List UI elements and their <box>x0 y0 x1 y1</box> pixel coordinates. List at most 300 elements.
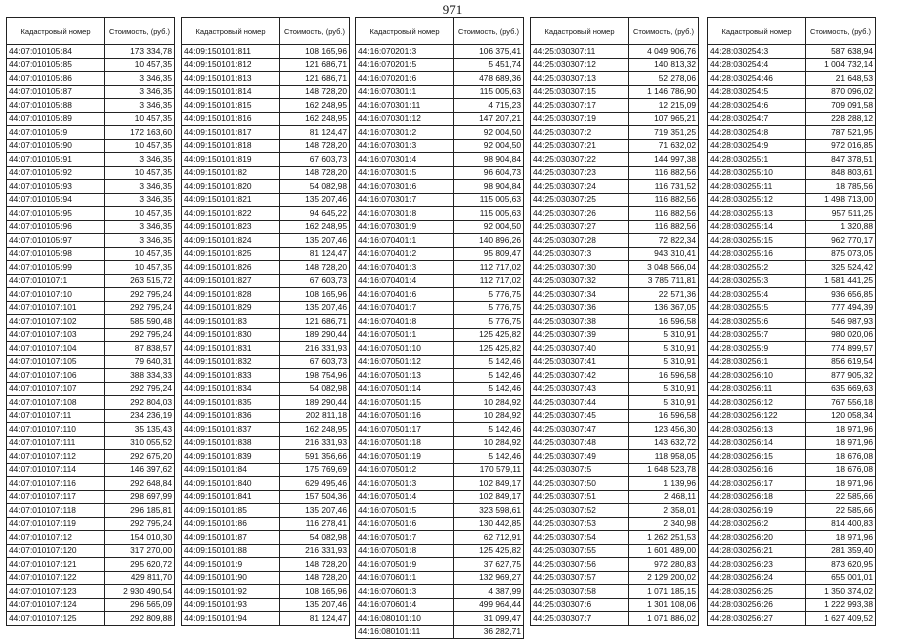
table-row <box>7 220 175 234</box>
cost-cell: 140 813,32 <box>629 58 699 72</box>
table-row <box>531 72 699 86</box>
cadastral-number-cell: 44:28:030254:5 <box>708 85 806 99</box>
cadastral-number-cell: 44:25:030307:42 <box>531 369 629 383</box>
cadastral-number-cell: 44:25:030307:21 <box>531 139 629 153</box>
cadastral-number-cell: 44:07:010107:103 <box>7 328 105 342</box>
cost-cell: 263 515,72 <box>105 274 175 288</box>
table-row <box>531 436 699 450</box>
cost-cell: 962 770,17 <box>806 234 876 248</box>
table-row <box>182 585 350 599</box>
cost-cell: 5 310,91 <box>629 396 699 410</box>
cadastral-number-cell: 44:25:030307:36 <box>531 301 629 315</box>
table-row <box>7 342 175 356</box>
cost-cell: 175 769,69 <box>280 463 350 477</box>
table-row <box>7 301 175 315</box>
cost-cell: 228 288,12 <box>806 112 876 126</box>
table-row <box>7 58 175 72</box>
cost-cell: 5 776,75 <box>454 315 524 329</box>
cadastral-number-cell: 44:28:030255:13 <box>708 207 806 221</box>
cost-cell: 281 359,40 <box>806 544 876 558</box>
cadastral-number-cell: 44:16:070601:3 <box>356 585 454 599</box>
cost-cell: 5 310,91 <box>629 328 699 342</box>
cost-cell: 4 049 906,76 <box>629 45 699 59</box>
table-row <box>7 288 175 302</box>
cost-cell: 499 964,44 <box>454 598 524 612</box>
table-row <box>182 139 350 153</box>
table-row <box>531 288 699 302</box>
cost-cell: 115 005,63 <box>454 85 524 99</box>
cost-cell: 3 346,35 <box>105 153 175 167</box>
cadastral-number-cell: 44:07:010105:90 <box>7 139 105 153</box>
cadastral-number-cell: 44:28:030255:5 <box>708 301 806 315</box>
cadastral-table-5 <box>707 17 876 626</box>
cost-cell: 157 504,36 <box>280 490 350 504</box>
table-row <box>708 193 876 207</box>
table-row <box>531 396 699 410</box>
cadastral-number-cell: 44:28:030256:27 <box>708 612 806 626</box>
header-cadastral-number: Кадастровый номер <box>531 18 629 45</box>
cost-cell: 310 055,52 <box>105 436 175 450</box>
cadastral-number-cell: 44:07:010107:12 <box>7 531 105 545</box>
cadastral-number-cell: 44:28:030255:10 <box>708 166 806 180</box>
table-row <box>708 490 876 504</box>
table-row <box>7 72 175 86</box>
cost-cell: 112 717,02 <box>454 274 524 288</box>
table-row <box>7 45 175 59</box>
cost-cell: 655 001,01 <box>806 571 876 585</box>
cost-cell: 5 142,46 <box>454 369 524 383</box>
cadastral-number-cell: 44:28:030256:18 <box>708 490 806 504</box>
header-cadastral-number: Кадастровый номер <box>356 18 454 45</box>
table-row <box>7 234 175 248</box>
table-row <box>182 207 350 221</box>
cadastral-number-cell: 44:09:150101:832 <box>182 355 280 369</box>
cadastral-number-cell: 44:09:150101:841 <box>182 490 280 504</box>
cadastral-number-cell: 44:09:150101:836 <box>182 409 280 423</box>
cadastral-number-cell: 44:07:010105:94 <box>7 193 105 207</box>
cadastral-number-cell: 44:09:150101:94 <box>182 612 280 626</box>
table-row <box>708 153 876 167</box>
table-row <box>7 450 175 464</box>
cost-cell: 10 457,35 <box>105 112 175 126</box>
table-row <box>356 436 524 450</box>
table-row <box>182 234 350 248</box>
table-row <box>182 58 350 72</box>
cadastral-number-cell: 44:07:010105:9 <box>7 126 105 140</box>
table-row <box>708 571 876 585</box>
cost-cell: 317 270,00 <box>105 544 175 558</box>
cost-cell: 296 565,09 <box>105 598 175 612</box>
cadastral-number-cell: 44:09:150101:811 <box>182 45 280 59</box>
table-row <box>7 247 175 261</box>
cost-cell: 1 648 523,78 <box>629 463 699 477</box>
cadastral-number-cell: 44:25:030307:55 <box>531 544 629 558</box>
cadastral-number-cell: 44:09:150101:85 <box>182 504 280 518</box>
cost-cell: 135 207,46 <box>280 301 350 315</box>
cost-cell: 62 712,91 <box>454 531 524 545</box>
header-cost: Стоимость, (руб.) <box>105 18 175 45</box>
table-row <box>7 261 175 275</box>
table-row <box>7 517 175 531</box>
cadastral-number-cell: 44:09:150101:816 <box>182 112 280 126</box>
table-row <box>356 288 524 302</box>
cadastral-number-cell: 44:25:030307:45 <box>531 409 629 423</box>
cadastral-number-cell: 44:09:150101:831 <box>182 342 280 356</box>
cadastral-number-cell: 44:25:030307:51 <box>531 490 629 504</box>
cost-cell: 1 498 713,00 <box>806 193 876 207</box>
cost-cell: 5 310,91 <box>629 355 699 369</box>
cadastral-number-cell: 44:16:070601:1 <box>356 571 454 585</box>
cadastral-number-cell: 44:07:010105:89 <box>7 112 105 126</box>
table-row <box>531 58 699 72</box>
cost-cell: 1 262 251,53 <box>629 531 699 545</box>
cadastral-number-cell: 44:07:010107:123 <box>7 585 105 599</box>
cost-cell: 12 215,09 <box>629 99 699 113</box>
cadastral-number-cell: 44:28:030256:17 <box>708 477 806 491</box>
table-row <box>7 598 175 612</box>
table-row <box>182 409 350 423</box>
table-row <box>356 517 524 531</box>
table-row <box>708 612 876 626</box>
cadastral-number-cell: 44:16:070301:8 <box>356 207 454 221</box>
cost-cell: 81 124,47 <box>280 612 350 626</box>
table-row <box>708 139 876 153</box>
cost-cell: 585 590,48 <box>105 315 175 329</box>
table-row <box>356 112 524 126</box>
cadastral-number-cell: 44:16:070501:12 <box>356 355 454 369</box>
cadastral-number-cell: 44:07:010107:10 <box>7 288 105 302</box>
cost-cell: 936 656,85 <box>806 288 876 302</box>
cadastral-number-cell: 44:07:010107:102 <box>7 315 105 329</box>
cadastral-number-cell: 44:25:030307:40 <box>531 342 629 356</box>
cadastral-number-cell: 44:16:070501:7 <box>356 531 454 545</box>
cost-cell: 162 248,95 <box>280 423 350 437</box>
cost-cell: 67 603,73 <box>280 355 350 369</box>
cadastral-number-cell: 44:09:150101:835 <box>182 396 280 410</box>
cadastral-number-cell: 44:09:150101:92 <box>182 585 280 599</box>
table-row <box>708 126 876 140</box>
table-row <box>708 355 876 369</box>
cadastral-number-cell: 44:25:030307:52 <box>531 504 629 518</box>
cadastral-number-cell: 44:28:030256:26 <box>708 598 806 612</box>
table-row <box>531 490 699 504</box>
table-row <box>708 369 876 383</box>
cadastral-number-cell: 44:07:010105:91 <box>7 153 105 167</box>
cadastral-number-cell: 44:16:070501:9 <box>356 558 454 572</box>
cost-cell: 10 457,35 <box>105 207 175 221</box>
cost-cell: 18 971,96 <box>806 531 876 545</box>
cadastral-number-cell: 44:28:030255:15 <box>708 234 806 248</box>
table-row <box>531 274 699 288</box>
cost-cell: 980 020,06 <box>806 328 876 342</box>
table-row <box>356 328 524 342</box>
cost-cell: 92 004,50 <box>454 220 524 234</box>
cadastral-number-cell: 44:09:150101:830 <box>182 328 280 342</box>
cadastral-number-cell: 44:07:010105:96 <box>7 220 105 234</box>
cadastral-number-cell: 44:28:030256:2 <box>708 517 806 531</box>
cadastral-number-cell: 44:16:070301:3 <box>356 139 454 153</box>
cost-cell: 10 457,35 <box>105 139 175 153</box>
cadastral-number-cell: 44:16:070201:6 <box>356 72 454 86</box>
cadastral-number-cell: 44:25:030307:57 <box>531 571 629 585</box>
table-row <box>7 153 175 167</box>
cadastral-number-cell: 44:07:010105:85 <box>7 58 105 72</box>
table-row <box>708 382 876 396</box>
cost-cell: 877 905,32 <box>806 369 876 383</box>
cadastral-number-cell: 44:25:030307:12 <box>531 58 629 72</box>
header-cost: Стоимость, (руб.) <box>629 18 699 45</box>
cadastral-number-cell: 44:16:080101:11 <box>356 625 454 639</box>
cost-cell: 292 804,03 <box>105 396 175 410</box>
table-row <box>7 544 175 558</box>
table-row <box>7 396 175 410</box>
table-row <box>356 477 524 491</box>
table-row <box>182 274 350 288</box>
cadastral-number-cell: 44:28:030255:16 <box>708 247 806 261</box>
cost-cell: 198 754,96 <box>280 369 350 383</box>
cadastral-number-cell: 44:25:030307:11 <box>531 45 629 59</box>
cadastral-number-cell: 44:25:030307:26 <box>531 207 629 221</box>
cadastral-number-cell: 44:25:030307:19 <box>531 112 629 126</box>
table-row <box>356 207 524 221</box>
cost-cell: 67 603,73 <box>280 274 350 288</box>
table-row <box>7 328 175 342</box>
cost-cell: 1 581 441,25 <box>806 274 876 288</box>
table-row <box>531 234 699 248</box>
cost-cell: 102 849,17 <box>454 477 524 491</box>
cadastral-number-cell: 44:25:030307:56 <box>531 558 629 572</box>
cadastral-number-cell: 44:09:150101:838 <box>182 436 280 450</box>
cost-cell: 873 620,95 <box>806 558 876 572</box>
cadastral-number-cell: 44:28:030256:20 <box>708 531 806 545</box>
cadastral-number-cell: 44:16:070501:6 <box>356 517 454 531</box>
table-row <box>708 315 876 329</box>
cost-cell: 292 795,24 <box>105 382 175 396</box>
table-row <box>531 328 699 342</box>
cost-cell: 37 627,75 <box>454 558 524 572</box>
cost-cell: 3 346,35 <box>105 220 175 234</box>
table-row <box>182 166 350 180</box>
cost-cell: 2 340,98 <box>629 517 699 531</box>
cost-cell: 21 648,53 <box>806 72 876 86</box>
cost-cell: 5 776,75 <box>454 301 524 315</box>
table-row <box>356 139 524 153</box>
cadastral-number-cell: 44:16:070401:7 <box>356 301 454 315</box>
cadastral-number-cell: 44:16:070401:8 <box>356 315 454 329</box>
table-row <box>356 153 524 167</box>
table-row <box>708 342 876 356</box>
cost-cell: 72 822,34 <box>629 234 699 248</box>
cost-cell: 478 689,36 <box>454 72 524 86</box>
cadastral-number-cell: 44:28:030256:1 <box>708 355 806 369</box>
table-row <box>7 126 175 140</box>
table-row <box>531 85 699 99</box>
table-row <box>182 247 350 261</box>
table-row <box>708 585 876 599</box>
cadastral-number-cell: 44:28:030254:3 <box>708 45 806 59</box>
cadastral-number-cell: 44:28:030255:12 <box>708 193 806 207</box>
cost-cell: 292 795,24 <box>105 288 175 302</box>
cadastral-number-cell: 44:28:030256:12 <box>708 396 806 410</box>
table-row <box>182 463 350 477</box>
cadastral-number-cell: 44:07:010107:101 <box>7 301 105 315</box>
table-row <box>708 234 876 248</box>
cost-cell: 388 334,33 <box>105 369 175 383</box>
cost-cell: 18 971,96 <box>806 477 876 491</box>
cadastral-number-cell: 44:16:070201:5 <box>356 58 454 72</box>
cost-cell: 81 124,47 <box>280 247 350 261</box>
table-row <box>356 612 524 626</box>
table-row <box>531 558 699 572</box>
table-row <box>708 504 876 518</box>
table-row <box>708 261 876 275</box>
table-row <box>531 112 699 126</box>
cadastral-number-cell: 44:07:010107:107 <box>7 382 105 396</box>
table-row <box>182 598 350 612</box>
cost-cell: 94 645,22 <box>280 207 350 221</box>
cost-cell: 18 971,96 <box>806 436 876 450</box>
table-row <box>182 517 350 531</box>
cost-cell: 292 795,24 <box>105 301 175 315</box>
cost-cell: 116 882,56 <box>629 207 699 221</box>
cadastral-number-cell: 44:09:150101:93 <box>182 598 280 612</box>
cost-cell: 957 511,25 <box>806 207 876 221</box>
cadastral-number-cell: 44:07:010107:1 <box>7 274 105 288</box>
cadastral-number-cell: 44:25:030307:30 <box>531 261 629 275</box>
cadastral-number-cell: 44:16:070501:19 <box>356 450 454 464</box>
cadastral-number-cell: 44:16:070301:11 <box>356 99 454 113</box>
cost-cell: 635 669,63 <box>806 382 876 396</box>
cadastral-number-cell: 44:28:030254:8 <box>708 126 806 140</box>
cadastral-number-cell: 44:28:030256:25 <box>708 585 806 599</box>
cadastral-number-cell: 44:09:150101:839 <box>182 450 280 464</box>
cadastral-number-cell: 44:09:150101:87 <box>182 531 280 545</box>
table-row <box>531 247 699 261</box>
cost-cell: 125 425,82 <box>454 342 524 356</box>
cost-cell: 10 457,35 <box>105 247 175 261</box>
cadastral-number-cell: 44:28:030254:4 <box>708 58 806 72</box>
cost-cell: 1 071 185,15 <box>629 585 699 599</box>
cadastral-number-cell: 44:28:030255:3 <box>708 274 806 288</box>
cadastral-number-cell: 44:28:030256:122 <box>708 409 806 423</box>
table-row <box>708 544 876 558</box>
cadastral-number-cell: 44:16:070601:4 <box>356 598 454 612</box>
cadastral-number-cell: 44:28:030256:14 <box>708 436 806 450</box>
cadastral-number-cell: 44:28:030255:6 <box>708 315 806 329</box>
cost-cell: 107 965,21 <box>629 112 699 126</box>
cadastral-number-cell: 44:07:010107:111 <box>7 436 105 450</box>
table-row <box>356 625 524 639</box>
cost-cell: 35 135,43 <box>105 423 175 437</box>
table-row <box>708 274 876 288</box>
cost-cell: 5 142,46 <box>454 355 524 369</box>
cadastral-number-cell: 44:16:070501:3 <box>356 477 454 491</box>
cadastral-table-4 <box>530 17 699 626</box>
table-row <box>182 477 350 491</box>
table-row <box>7 423 175 437</box>
cost-cell: 54 082,98 <box>280 382 350 396</box>
table-row <box>7 99 175 113</box>
cadastral-number-cell: 44:16:070501:5 <box>356 504 454 518</box>
table-row <box>182 45 350 59</box>
cadastral-number-cell: 44:28:030254:46 <box>708 72 806 86</box>
cadastral-number-cell: 44:16:070501:10 <box>356 342 454 356</box>
cost-cell: 92 004,50 <box>454 139 524 153</box>
cost-cell: 1 320,88 <box>806 220 876 234</box>
cadastral-number-cell: 44:28:030255:4 <box>708 288 806 302</box>
table-row <box>7 369 175 383</box>
cost-cell: 16 596,58 <box>629 315 699 329</box>
cost-cell: 3 048 566,04 <box>629 261 699 275</box>
cost-cell: 92 004,50 <box>454 126 524 140</box>
table-row <box>356 234 524 248</box>
cost-cell: 295 620,72 <box>105 558 175 572</box>
cadastral-number-cell: 44:25:030307:2 <box>531 126 629 140</box>
cost-cell: 10 457,35 <box>105 58 175 72</box>
cadastral-number-cell: 44:07:010107:11 <box>7 409 105 423</box>
cost-cell: 115 005,63 <box>454 207 524 221</box>
cadastral-number-cell: 44:07:010107:105 <box>7 355 105 369</box>
table-row <box>182 544 350 558</box>
table-row <box>708 58 876 72</box>
header-cadastral-number: Кадастровый номер <box>7 18 105 45</box>
cadastral-number-cell: 44:16:070501:14 <box>356 382 454 396</box>
table-row <box>182 531 350 545</box>
cost-cell: 81 124,47 <box>280 126 350 140</box>
cadastral-number-cell: 44:25:030307:49 <box>531 450 629 464</box>
cadastral-number-cell: 44:16:070501:18 <box>356 436 454 450</box>
table-row <box>182 490 350 504</box>
cadastral-number-cell: 44:16:070401:4 <box>356 274 454 288</box>
cadastral-number-cell: 44:09:150101:828 <box>182 288 280 302</box>
cost-cell: 132 969,27 <box>454 571 524 585</box>
table-row <box>531 342 699 356</box>
cadastral-number-cell: 44:09:150101:88 <box>182 544 280 558</box>
cost-cell: 847 378,51 <box>806 153 876 167</box>
header-cadastral-number: Кадастровый номер <box>182 18 280 45</box>
table-row <box>7 531 175 545</box>
cadastral-number-cell: 44:16:070301:9 <box>356 220 454 234</box>
cadastral-number-cell: 44:16:070501:15 <box>356 396 454 410</box>
table-row <box>356 369 524 383</box>
table-row <box>182 112 350 126</box>
cadastral-number-cell: 44:25:030307:6 <box>531 598 629 612</box>
cadastral-number-cell: 44:09:150101:814 <box>182 85 280 99</box>
cost-cell: 102 849,17 <box>454 490 524 504</box>
table-row <box>356 396 524 410</box>
table-row <box>531 153 699 167</box>
cost-cell: 96 604,73 <box>454 166 524 180</box>
cost-cell: 16 596,58 <box>629 369 699 383</box>
cost-cell: 298 697,99 <box>105 490 175 504</box>
cost-cell: 148 728,20 <box>280 558 350 572</box>
table-row <box>708 463 876 477</box>
cost-cell: 189 290,44 <box>280 328 350 342</box>
cost-cell: 10 284,92 <box>454 396 524 410</box>
table-row <box>708 409 876 423</box>
cost-cell: 148 728,20 <box>280 85 350 99</box>
cadastral-table-2 <box>181 17 350 626</box>
cost-cell: 71 632,02 <box>629 139 699 153</box>
cost-cell: 148 728,20 <box>280 261 350 275</box>
cost-cell: 18 785,56 <box>806 180 876 194</box>
cost-cell: 54 082,98 <box>280 531 350 545</box>
cadastral-number-cell: 44:09:150101:824 <box>182 234 280 248</box>
table-row <box>182 571 350 585</box>
cadastral-number-cell: 44:25:030307:34 <box>531 288 629 302</box>
cost-cell: 146 397,62 <box>105 463 175 477</box>
cadastral-number-cell: 44:25:030307:48 <box>531 436 629 450</box>
